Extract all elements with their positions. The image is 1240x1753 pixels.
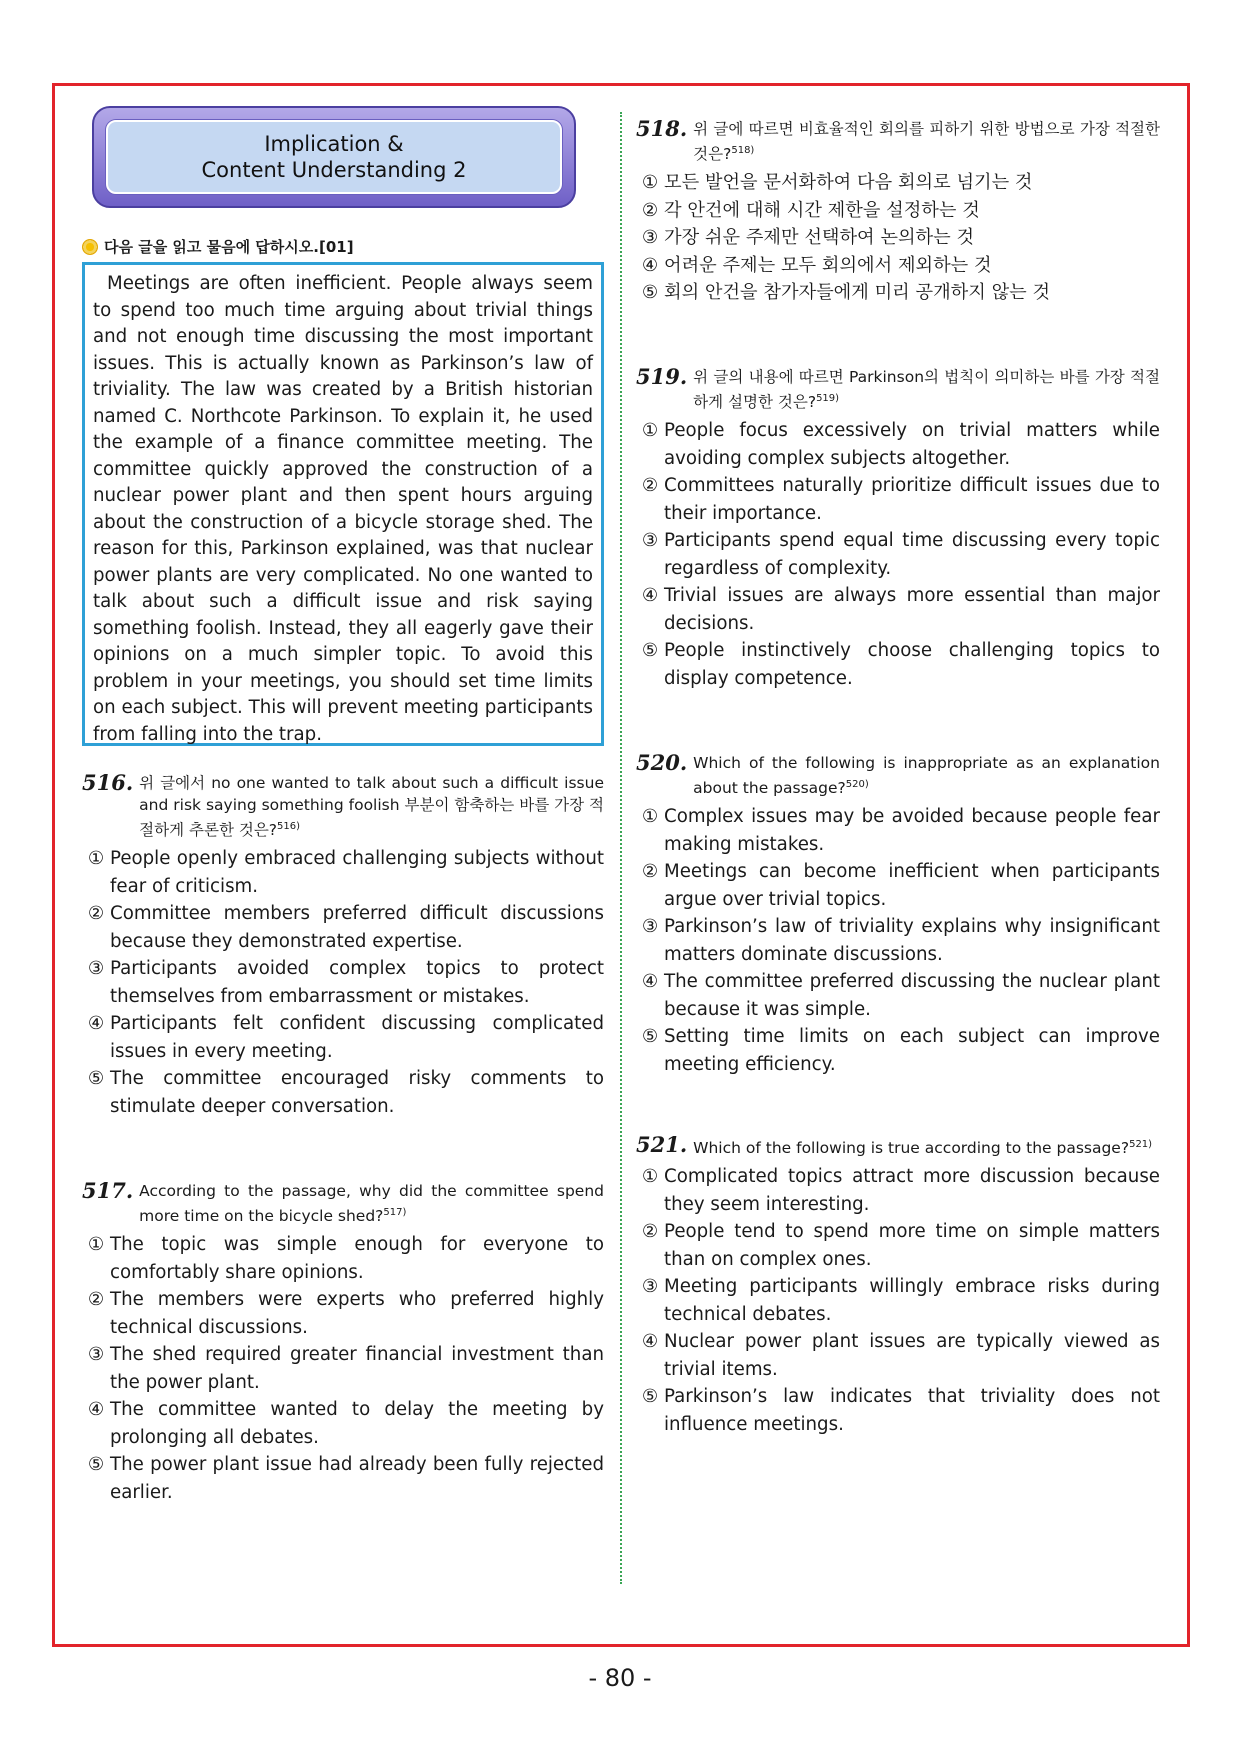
question-number: 516. bbox=[82, 770, 134, 795]
option-marker: ④ bbox=[87, 1013, 105, 1035]
question-518 bbox=[636, 118, 1160, 307]
option-marker: ⑤ bbox=[641, 1386, 659, 1408]
answer-option[interactable] bbox=[636, 582, 1160, 637]
answer-option[interactable] bbox=[636, 252, 1160, 280]
option-marker: ⑤ bbox=[87, 1454, 105, 1476]
answer-option[interactable] bbox=[636, 1023, 1160, 1078]
option-text: Complex issues may be avoided because people fear making mistakes. bbox=[664, 806, 1160, 855]
option-text: People instinctively choose challenging topics to display competence. bbox=[664, 640, 1160, 689]
section-title-box bbox=[92, 106, 576, 208]
answer-option[interactable] bbox=[82, 1286, 604, 1341]
option-text: Committee members preferred difficult discussions because they demonstrated expertise. bbox=[110, 903, 604, 952]
answer-option[interactable] bbox=[636, 858, 1160, 913]
answer-option[interactable] bbox=[636, 1273, 1160, 1328]
question-521 bbox=[636, 1134, 1160, 1438]
option-text: 회의 안건을 참가자들에게 미리 공개하지 않는 것 bbox=[664, 282, 1051, 304]
option-marker: ⑤ bbox=[87, 1068, 105, 1090]
answer-option[interactable] bbox=[636, 637, 1160, 692]
option-marker: ④ bbox=[641, 1331, 659, 1353]
answer-option[interactable] bbox=[636, 224, 1160, 252]
question-519 bbox=[636, 366, 1160, 692]
answer-option[interactable] bbox=[82, 1451, 604, 1506]
option-text: Parkinson’s law of triviality explains why insignificant matters dominate discussions. bbox=[664, 916, 1160, 965]
answer-option[interactable] bbox=[636, 417, 1160, 472]
question-stem-text: 위 글의 내용에 따르면 Parkinson의 법칙이 의미하는 바를 가장 적절하게 설명한 것은? bbox=[693, 368, 1160, 412]
option-marker: ① bbox=[87, 848, 105, 870]
footnote-ref: 519) bbox=[816, 393, 840, 404]
answer-option[interactable] bbox=[636, 1328, 1160, 1383]
option-text: Participants avoided complex topics to protect themselves from embarrassment or mistakes. bbox=[110, 958, 604, 1007]
option-marker: ③ bbox=[641, 916, 659, 938]
option-text: Nuclear power plant issues are typically viewed as trivial items. bbox=[664, 1331, 1160, 1380]
option-text: 각 안건에 대해 시간 제한을 설정하는 것 bbox=[664, 199, 980, 221]
option-marker: ③ bbox=[641, 227, 659, 249]
answer-options bbox=[636, 417, 1160, 692]
option-text: The committee encouraged risky comments to stimulate deeper conversation. bbox=[110, 1068, 604, 1117]
answer-option[interactable] bbox=[636, 472, 1160, 527]
page-number: - 80 - bbox=[588, 1664, 652, 1692]
question-text bbox=[139, 772, 604, 841]
footnote-ref: 516) bbox=[277, 821, 301, 832]
question-stem bbox=[636, 366, 1160, 413]
option-marker: ② bbox=[641, 199, 659, 221]
option-text: 어려운 주제는 모두 회의에서 제외하는 것 bbox=[664, 254, 992, 276]
option-marker: ② bbox=[641, 861, 659, 883]
question-stem-text: According to the passage, why did the committee spend more time on the bicycle shed? bbox=[139, 1182, 604, 1226]
option-marker: ① bbox=[641, 806, 659, 828]
answer-option[interactable] bbox=[82, 955, 604, 1010]
option-marker: ④ bbox=[641, 971, 659, 993]
option-text: Parkinson’s law indicates that triviality does not influence meetings. bbox=[664, 1386, 1160, 1435]
question-stem-text: Which of the following is true according to the passage? bbox=[693, 1139, 1130, 1158]
question-stem bbox=[636, 1134, 1160, 1159]
option-marker: ⑤ bbox=[641, 1026, 659, 1048]
option-marker: ⑤ bbox=[641, 640, 659, 662]
question-number: 520. bbox=[636, 750, 688, 775]
option-text: People tend to spend more time on simple matters than on complex ones. bbox=[664, 1221, 1160, 1270]
option-marker: ② bbox=[87, 903, 105, 925]
column-divider bbox=[620, 112, 622, 1584]
option-marker: ① bbox=[641, 1166, 659, 1188]
option-marker: ② bbox=[87, 1289, 105, 1311]
option-text: Meetings can become inefficient when participants argue over trivial topics. bbox=[664, 861, 1160, 910]
option-text: Setting time limits on each subject can improve meeting efficiency. bbox=[664, 1026, 1160, 1075]
question-520 bbox=[636, 752, 1160, 1078]
section-title-line2: Content Understanding 2 bbox=[201, 158, 467, 182]
answer-option[interactable] bbox=[82, 1341, 604, 1396]
option-marker: ③ bbox=[87, 1344, 105, 1366]
section-title-line1: Implication & bbox=[264, 132, 404, 156]
answer-option[interactable] bbox=[636, 803, 1160, 858]
answer-options bbox=[636, 803, 1160, 1078]
option-text: Meeting participants willingly embrace risks during technical debates. bbox=[664, 1276, 1160, 1325]
option-text: The committee preferred discussing the nuclear plant because it was simple. bbox=[664, 971, 1160, 1020]
answer-option[interactable] bbox=[636, 968, 1160, 1023]
question-text bbox=[693, 1134, 1160, 1159]
option-text: Participants spend equal time discussing every topic regardless of complexity. bbox=[664, 530, 1160, 579]
question-stem bbox=[82, 772, 604, 841]
answer-option[interactable] bbox=[82, 900, 604, 955]
answer-option[interactable] bbox=[636, 913, 1160, 968]
option-marker: ③ bbox=[641, 1276, 659, 1298]
option-text: People openly embraced challenging subjects without fear of criticism. bbox=[110, 848, 604, 897]
option-text: Committees naturally prioritize difficult issues due to their importance. bbox=[664, 475, 1160, 524]
option-marker: ① bbox=[641, 420, 659, 442]
answer-options bbox=[636, 169, 1160, 307]
instruction-text: 다음 글을 읽고 물음에 답하시오.[01] bbox=[104, 238, 354, 256]
answer-options bbox=[636, 1163, 1160, 1438]
passage-text: Meetings are often inefficient. People always seem to spend too much time arguing about trivial things and not enough time discussing the most important issues. This is actually known as Parkinson’s law of triviality. The law was created by a British historian named C. Northcote Parkinson. To explain it, he used the example of a finance committee meeting. The committee quickly approved the construction of a nuclear power plant and then spent hours arguing about the construction of a bicycle storage shed. The reason for this, Parkinson explained, was that nuclear power plants are very complicated. No one wanted to talk about such a difficult issue and risk saying something foolish. Instead, they all eagerly gave their opinions on a much simpler topic. To avoid this problem in your meetings, you should set time limits on each subject. This will prevent meeting participants from falling into the trap. bbox=[93, 273, 593, 745]
answer-options bbox=[82, 845, 604, 1120]
answer-option[interactable] bbox=[636, 169, 1160, 197]
flower-icon bbox=[82, 239, 98, 255]
footnote-ref: 521) bbox=[1129, 1139, 1153, 1150]
question-517 bbox=[82, 1180, 604, 1506]
reading-passage bbox=[82, 262, 604, 746]
footnote-ref: 520) bbox=[845, 779, 869, 790]
option-text: 가장 쉬운 주제만 선택하여 논의하는 것 bbox=[664, 227, 975, 249]
question-number: 517. bbox=[82, 1178, 134, 1203]
answer-option[interactable] bbox=[82, 845, 604, 900]
question-text bbox=[693, 118, 1160, 165]
option-marker: ② bbox=[641, 475, 659, 497]
option-text: 모든 발언을 문서화하여 다음 회의로 넘기는 것 bbox=[664, 172, 1033, 194]
option-marker: ④ bbox=[641, 254, 659, 276]
question-number: 521. bbox=[636, 1132, 688, 1157]
question-stem-text: Which of the following is inappropriate as an explanation about the passage? bbox=[693, 754, 1160, 798]
answer-option[interactable] bbox=[82, 1010, 604, 1065]
question-text bbox=[139, 1180, 604, 1227]
option-marker: ② bbox=[641, 1221, 659, 1243]
option-marker: ① bbox=[87, 1234, 105, 1256]
footnote-ref: 517) bbox=[383, 1207, 407, 1218]
option-marker: ④ bbox=[641, 585, 659, 607]
answer-option[interactable] bbox=[636, 1163, 1160, 1218]
question-516 bbox=[82, 772, 604, 1120]
answer-option[interactable] bbox=[636, 527, 1160, 582]
answer-option[interactable] bbox=[82, 1231, 604, 1286]
answer-option[interactable] bbox=[82, 1396, 604, 1451]
answer-options bbox=[82, 1231, 604, 1506]
option-text: The members were experts who preferred highly technical discussions. bbox=[110, 1289, 604, 1338]
option-text: Trivial issues are always more essential than major decisions. bbox=[664, 585, 1160, 634]
instruction bbox=[82, 236, 354, 257]
question-stem bbox=[636, 752, 1160, 799]
option-marker: ③ bbox=[641, 530, 659, 552]
question-stem-text: 위 글에서 no one wanted to talk about such a difficult issue and risk saying something foolish 부분이 함축하는 바를 가장 적절하게 추론한 것은? bbox=[139, 774, 604, 840]
answer-option[interactable] bbox=[636, 197, 1160, 225]
option-marker: ⑤ bbox=[641, 282, 659, 304]
option-text: The topic was simple enough for everyone to comfortably share opinions. bbox=[110, 1234, 604, 1283]
question-text bbox=[693, 366, 1160, 413]
option-text: People focus excessively on trivial matters while avoiding complex subjects altogether. bbox=[664, 420, 1160, 469]
option-text: The shed required greater financial investment than the power plant. bbox=[110, 1344, 604, 1393]
option-marker: ③ bbox=[87, 958, 105, 980]
option-text: The power plant issue had already been fully rejected earlier. bbox=[110, 1454, 604, 1503]
question-number: 518. bbox=[636, 116, 688, 141]
question-stem-text: 위 글에 따르면 비효율적인 회의를 피하기 위한 방법으로 가장 적절한 것은? bbox=[693, 120, 1160, 164]
answer-option[interactable] bbox=[636, 1218, 1160, 1273]
option-text: Participants felt confident discussing complicated issues in every meeting. bbox=[110, 1013, 604, 1062]
question-number: 519. bbox=[636, 364, 688, 389]
answer-option[interactable] bbox=[636, 279, 1160, 307]
option-text: The committee wanted to delay the meeting by prolonging all debates. bbox=[110, 1399, 604, 1448]
option-text: Complicated topics attract more discussion because they seem interesting. bbox=[664, 1166, 1160, 1215]
answer-option[interactable] bbox=[636, 1383, 1160, 1438]
footnote-ref: 518) bbox=[731, 145, 755, 156]
answer-option[interactable] bbox=[82, 1065, 604, 1120]
question-stem bbox=[82, 1180, 604, 1227]
question-stem bbox=[636, 118, 1160, 165]
option-marker: ④ bbox=[87, 1399, 105, 1421]
option-marker: ① bbox=[641, 172, 659, 194]
question-text bbox=[693, 752, 1160, 799]
